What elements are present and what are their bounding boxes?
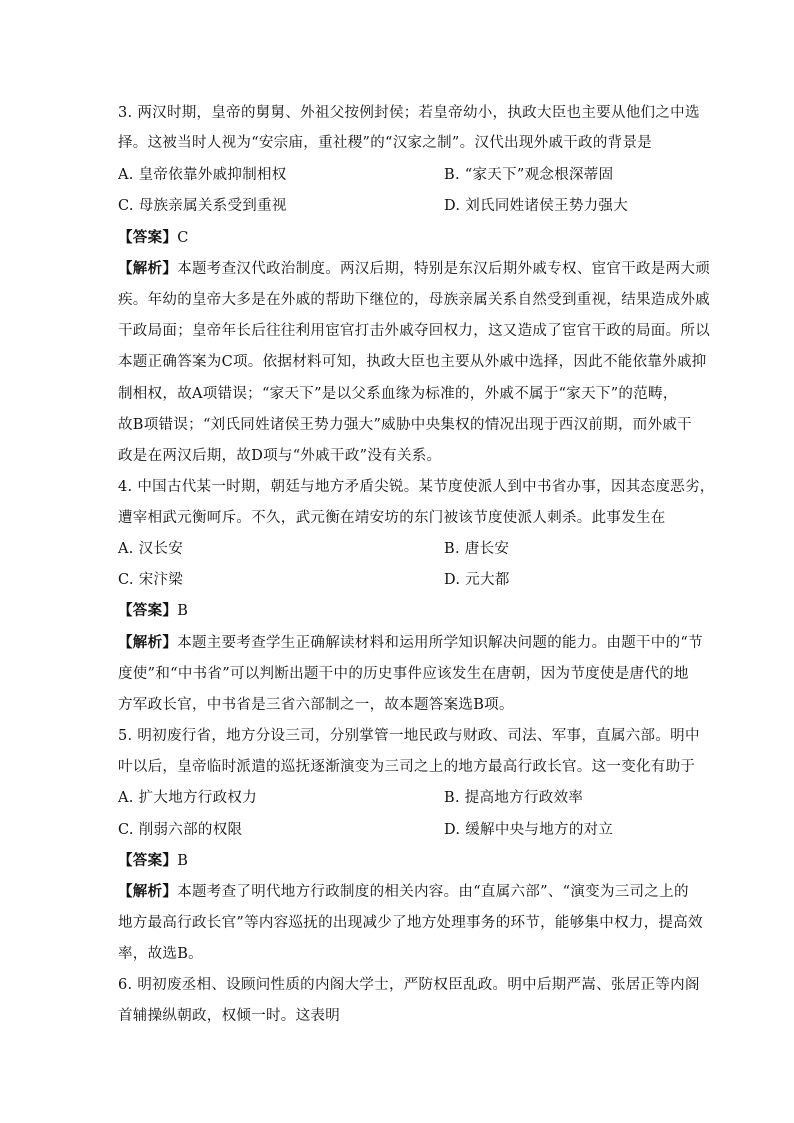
q4-analysis-line-3: 方军政长官，中书省是三省六部制之一，故本题答案选B项。	[118, 697, 514, 713]
q3-analysis-label: 【解析】	[118, 260, 178, 277]
q4-stem-line-2: 遭宰相武元衡呵斥。不久，武元衡在靖安坊的东门被该节度使派人刺杀。此事发生在	[118, 510, 666, 526]
q5-analysis-text-1: 本题考查了明代地方行政制度的相关内容。由“直属六部”、“演变为三司之上的	[177, 884, 689, 900]
q5-stem-line-1: 5. 明初废行省，地方分设三司，分别掌管一地民政与财政、司法、军事，直属六部。明中	[118, 728, 700, 744]
q5-option-c: C. 削弱六部的权限	[118, 822, 243, 838]
q5-option-b: B. 提高地方行政效率	[444, 790, 584, 806]
q3-option-c: C. 母族亲属关系受到重视	[118, 198, 287, 214]
q3-stem-line-1: 3. 两汉时期，皇帝的舅舅、外祖父按例封侯；若皇帝幼小，执政大臣也主要从他们之中选	[118, 105, 700, 121]
q4-analysis-text-1: 本题主要考查学生正确解读材料和运用所学知识解决问题的能力。由题干中的“节	[177, 635, 703, 651]
q3-analysis-line-2: 疾。年幼的皇帝大多是在外戚的帮助下继位的，母族亲属关系自然受到重视，结果造成外戚	[118, 292, 710, 308]
q5-analysis-line-3: 率，故选B。	[118, 946, 203, 962]
q3-option-d: D. 刘氏同姓诸侯王势力强大	[444, 198, 629, 214]
q5-answer-line	[118, 851, 188, 871]
q3-analysis-line-7: 政是在两汉后期，故D项与“外戚干政”没有关系。	[118, 448, 442, 464]
q5-option-d: D. 缓解中央与地方的对立	[444, 822, 614, 838]
q4-analysis-label: 【解析】	[118, 634, 178, 651]
q4-option-c: C. 宋汴梁	[118, 572, 184, 588]
q4-answer-label: 【答案】	[118, 602, 178, 619]
q5-answer-value: B	[177, 853, 189, 869]
q5-stem-line-2: 叶以后，皇帝临时派遣的巡抚逐渐演变为三司之上的地方最高行政长官。这一变化有助于	[118, 759, 696, 775]
q4-option-a: A. 汉长安	[118, 541, 183, 557]
q3-analysis-line-3: 干政局面；皇帝年长后往往利用宦官打击外戚夺回权力，这又造成了宦官干政的局面。所以	[118, 323, 710, 339]
q4-option-d: D. 元大都	[444, 572, 510, 588]
q5-answer-label: 【答案】	[118, 852, 178, 869]
q3-option-b: B. “家天下”观念根深蒂固	[444, 167, 614, 183]
q3-answer-value: C	[177, 230, 189, 246]
q3-analysis-line-6: 故B项错误；“刘氏同姓诸侯王势力强大”威胁中央集权的情况出现于西汉前期，而外戚干	[118, 417, 692, 433]
q4-answer-line	[118, 601, 188, 621]
q5-analysis-line-1	[118, 882, 689, 902]
q4-option-b: B. 唐长安	[444, 541, 510, 557]
q5-analysis-line-2: 地方最高行政长官”等内容巡抚的出现减少了地方处理事务的环节，能够集中权力，提高效	[118, 915, 703, 931]
q3-stem-line-2: 择。这被当时人视为“安宗庙，重社稷”的“汉家之制”。汉代出现外戚干政的背景是	[118, 135, 653, 151]
q3-analysis-line-1	[118, 259, 710, 279]
q5-option-a: A. 扩大地方行政权力	[118, 790, 257, 806]
q3-analysis-text-1: 本题考查汉代政治制度。两汉后期，特别是东汉后期外戚专权、宦官干政是两大顽	[177, 261, 710, 277]
q3-option-a: A. 皇帝依靠外戚抑制相权	[118, 167, 287, 183]
q3-analysis-line-5: 制相权，故A项错误；“家天下”是以父系血缘为标准的，外戚不属于“家天下”的范畴，	[118, 386, 678, 402]
q4-answer-value: B	[177, 603, 189, 619]
q4-analysis-line-2: 度使”和“中书省”可以判断出题干中的历史事件应该发生在唐朝，因为节度使是唐代的地	[118, 666, 689, 682]
q6-stem-line-2: 首辅操纵朝政，权倾一时。这表明	[118, 1008, 340, 1024]
q4-stem-line-1: 4. 中国古代某一时期，朝廷与地方矛盾尖锐。某节度使派人到中书省办事，因其态度恶劣，	[118, 479, 715, 495]
q3-answer-line	[118, 228, 189, 248]
q3-analysis-line-4: 本题正确答案为C项。依据材料可知，执政大臣也主要从外戚中选择，因此不能依靠外戚抑	[118, 354, 707, 370]
q6-stem-line-1: 6. 明初废丞相、设顾问性质的内阁大学士，严防权臣乱政。明中后期严嵩、张居正等内阁	[118, 977, 700, 993]
q3-answer-label: 【答案】	[118, 229, 178, 246]
q4-analysis-line-1	[118, 633, 703, 653]
q5-analysis-label: 【解析】	[118, 883, 178, 900]
